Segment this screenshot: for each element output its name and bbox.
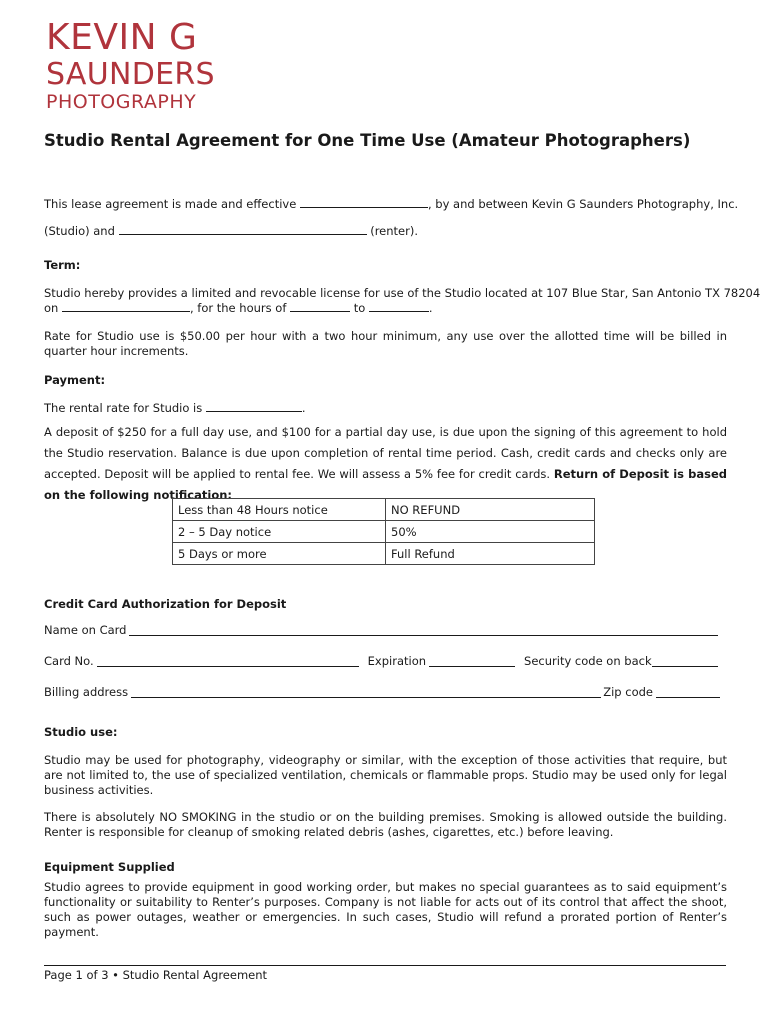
page-footer: Page 1 of 3 • Studio Rental Agreement bbox=[44, 968, 268, 982]
zip-code-label: Zip code bbox=[603, 685, 653, 699]
term-end: . bbox=[428, 301, 433, 315]
effective-date-blank[interactable] bbox=[300, 196, 428, 208]
deposit-return-note: Return of Deposit is based on the following notification: bbox=[44, 467, 727, 502]
security-code-label: Security code on back bbox=[524, 654, 652, 668]
refund-amount-cell: 50% bbox=[386, 521, 595, 543]
intro-text-1: This lease agreement is made and effective bbox=[44, 197, 297, 211]
payment-rate-end: . bbox=[301, 401, 306, 415]
name-on-card-label: Name on Card bbox=[44, 623, 127, 637]
logo-line-3: PHOTOGRAPHY bbox=[46, 91, 197, 113]
table-row bbox=[173, 521, 595, 543]
term-heading: Term: bbox=[44, 258, 81, 272]
end-time-blank[interactable] bbox=[369, 300, 429, 312]
term-hours: , for the hours of bbox=[189, 301, 287, 315]
term-rate: Rate for Studio use is $50.00 per hour with a two hour minimum, any use over the allotted time will be billed in quarter hour increments. bbox=[44, 329, 727, 358]
studio-use-paragraph-1: Studio may be used for photography, videography or similar, with the exception of those activities that require, but are not limited to, the use of specialized ventilation, chemicals or flammable props. Studio may be used only for legal business activities. bbox=[44, 753, 727, 797]
expiration-field[interactable] bbox=[429, 655, 515, 667]
card-number-label: Card No. bbox=[44, 654, 94, 668]
deposit-text: A deposit of $250 for a full day use, and $100 for a partial day use, is due upon the signing of this agreement to hold the Studio reservation. Balance is due upon completion of rental time period. Cash, credit cards and checks only are accepted. Deposit will be applied to rental fee. We will assess a 5% fee for credit cards. bbox=[44, 425, 727, 481]
document-title: Studio Rental Agreement for One Time Use (Amateur Photographers) bbox=[44, 131, 691, 150]
billing-row bbox=[44, 685, 720, 700]
rental-date-blank[interactable] bbox=[62, 300, 190, 312]
card-details-row bbox=[44, 654, 720, 669]
term-line-1: Studio hereby provides a limited and revocable license for use of the Studio located at 107 Blue Star, San Antonio TX 78204 bbox=[44, 286, 761, 300]
equipment-paragraph: Studio agrees to provide equipment in good working order, but makes no special guarantees as to said equipment’s functionality or suitability to Renter’s purposes. Company is not liable for acts out of its control that affect the shoot, such as power outages, weather or emergencies. In such cases, Studio will refund a prorated portion of Renter’s payment. bbox=[44, 880, 727, 939]
renter-name-blank[interactable] bbox=[119, 223, 367, 235]
intro-text-2: , by and between Kevin G Saunders Photography, Inc. bbox=[427, 197, 739, 211]
rental-rate-blank[interactable] bbox=[206, 400, 302, 412]
refund-amount-cell: NO REFUND bbox=[386, 499, 595, 521]
logo-line-1: KEVIN G bbox=[46, 17, 198, 58]
name-on-card-row bbox=[44, 623, 720, 638]
studio-use-heading: Studio use: bbox=[44, 725, 118, 739]
payment-heading: Payment: bbox=[44, 373, 106, 387]
payment-rate-label: The rental rate for Studio is bbox=[44, 401, 203, 415]
name-on-card-field[interactable] bbox=[129, 624, 718, 636]
zip-code-field[interactable] bbox=[656, 686, 720, 698]
refund-notice-cell: Less than 48 Hours notice bbox=[173, 499, 386, 521]
billing-address-field[interactable] bbox=[131, 686, 601, 698]
intro-line-2 bbox=[44, 223, 727, 239]
intro-text-3: (Studio) and bbox=[44, 224, 115, 238]
logo-line-2: SAUNDERS bbox=[46, 57, 215, 92]
refund-table bbox=[172, 498, 595, 565]
start-time-blank[interactable] bbox=[290, 300, 350, 312]
security-code-field[interactable] bbox=[652, 655, 718, 667]
refund-notice-cell: 5 Days or more bbox=[173, 543, 386, 565]
credit-card-heading: Credit Card Authorization for Deposit bbox=[44, 597, 287, 611]
refund-amount-cell: Full Refund bbox=[386, 543, 595, 565]
expiration-label: Expiration bbox=[367, 654, 427, 668]
equipment-heading: Equipment Supplied bbox=[44, 860, 175, 874]
term-to: to bbox=[353, 301, 366, 315]
studio-use-paragraph-2: There is absolutely NO SMOKING in the studio or on the building premises. Smoking is allowed outside the building. Renter is responsible for cleanup of smoking related debris (ashes, cigarettes, etc.) before leaving. bbox=[44, 810, 727, 839]
billing-address-label: Billing address bbox=[44, 685, 129, 699]
payment-rate-line bbox=[44, 400, 727, 416]
table-row bbox=[173, 543, 595, 565]
table-row bbox=[173, 499, 595, 521]
deposit-paragraph bbox=[44, 422, 727, 506]
term-line-2 bbox=[44, 300, 727, 316]
footer-divider bbox=[44, 965, 726, 966]
intro-line-1 bbox=[44, 196, 739, 212]
refund-notice-cell: 2 – 5 Day notice bbox=[173, 521, 386, 543]
intro-text-4: (renter). bbox=[370, 224, 418, 238]
card-number-field[interactable] bbox=[97, 655, 359, 667]
term-on: on bbox=[44, 301, 59, 315]
